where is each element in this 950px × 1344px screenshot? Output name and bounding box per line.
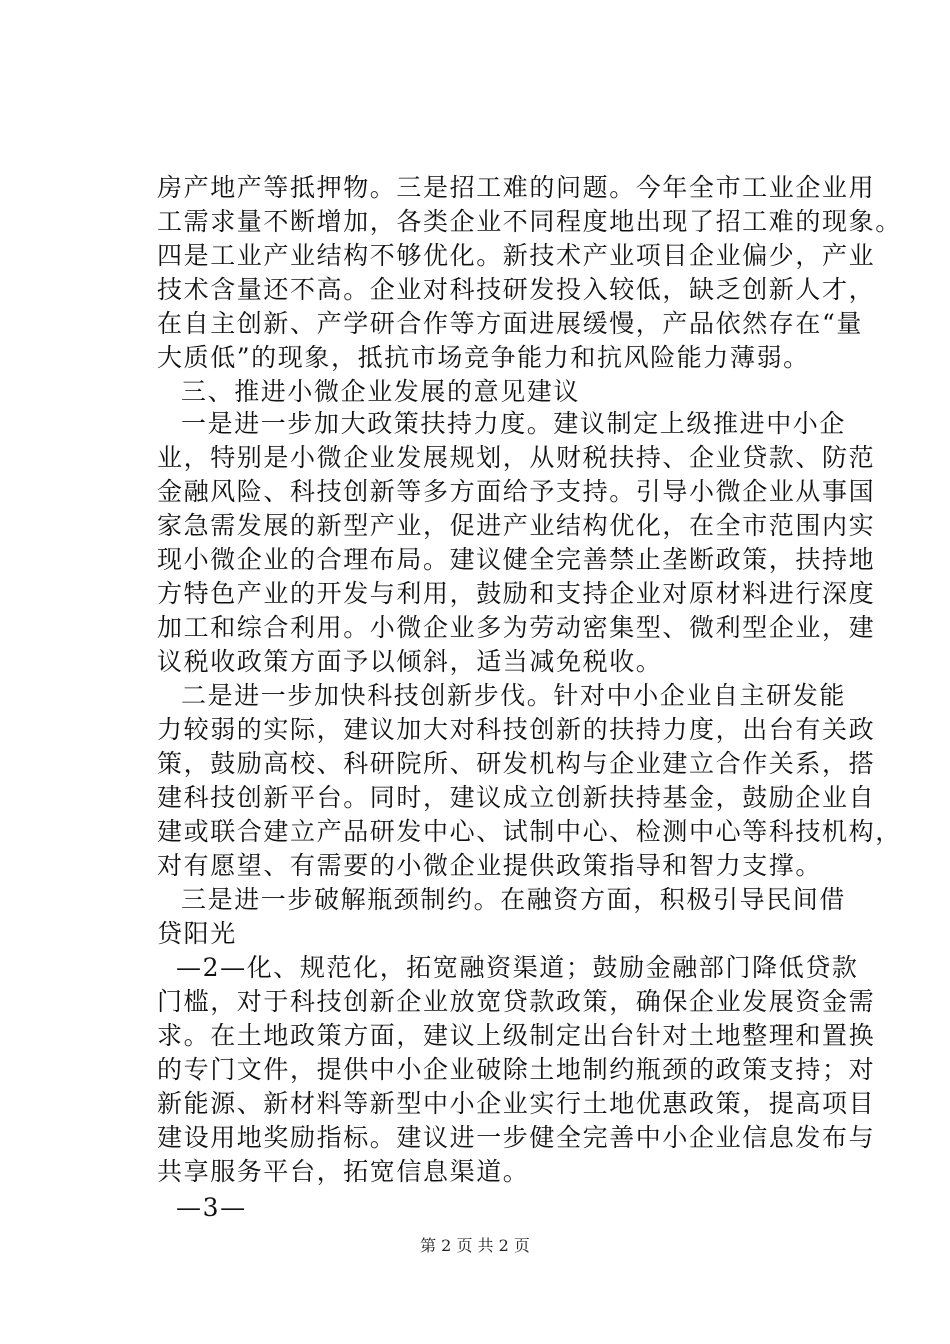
text-line: 力较弱的实际，建议加大对科技创新的扶持力度，出台有关政 xyxy=(157,715,876,744)
text-line: —2—化、规范化，拓宽融资渠道；鼓励金融部门降低贷款 xyxy=(176,953,859,982)
text-line: 四是工业产业结构不够优化。新技术产业项目企业偏少，产业 xyxy=(157,241,876,270)
text-line: 议税收政策方面予以倾斜，适当减免税收。 xyxy=(157,647,663,676)
text-line: 技术含量还不高。企业对科技研发投入较低，缺乏创新人才， xyxy=(157,275,876,304)
text-line: 的专门文件，提供中小企业破除土地制约瓶颈的政策支持；对 xyxy=(157,1055,876,1084)
text-line: 贷阳光 xyxy=(157,919,237,948)
text-line: 三、推进小微企业发展的意见建议 xyxy=(181,377,581,406)
text-line: 共享服务平台，拓宽信息渠道。 xyxy=(157,1157,530,1186)
text-line: 建设用地奖励指标。建议进一步健全完善中小企业信息发布与 xyxy=(157,1123,876,1152)
page-footer: 第 2 页 共 2 页 xyxy=(420,1236,530,1255)
text-line: 方特色产业的开发与利用，鼓励和支持企业对原材料进行深度 xyxy=(157,579,876,608)
text-line: 大质低”的现象，抵抗市场竞争能力和抗风险能力薄弱。 xyxy=(157,343,810,372)
text-line: 对有愿望、有需要的小微企业提供政策指导和智力支撑。 xyxy=(157,851,823,880)
text-line: 房产地产等抵押物。三是招工难的问题。今年全市工业企业用 xyxy=(157,173,876,202)
text-line: 加工和综合利用。小微企业多为劳动密集型、微利型企业，建 xyxy=(157,613,876,642)
text-line: 策，鼓励高校、科研院所、研发机构与企业建立合作关系，搭 xyxy=(157,749,876,778)
text-line: 工需求量不断增加，各类企业不同程度地出现了招工难的现象。 xyxy=(157,207,902,236)
text-line: 新能源、新材料等新型中小企业实行土地优惠政策，提高项目 xyxy=(157,1089,876,1118)
text-line: 二是进一步加快科技创新步伐。针对中小企业自主研发能 xyxy=(181,681,847,710)
text-line: 门槛，对于科技创新企业放宽贷款政策，确保企业发展资金需 xyxy=(157,987,876,1016)
text-line: 业，特别是小微企业发展规划，从财税扶持、企业贷款、防范 xyxy=(157,443,876,472)
text-line: —3— xyxy=(176,1193,247,1222)
text-line: 建科技创新平台。同时，建议成立创新扶持基金，鼓励企业自 xyxy=(157,783,876,812)
text-line: 现小微企业的合理布局。建议健全完善禁止垄断政策，扶持地 xyxy=(157,545,876,574)
text-line: 建或联合建立产品研发中心、试制中心、检测中心等科技机构， xyxy=(157,817,902,846)
text-line: 在自主创新、产学研合作等方面进展缓慢，产品依然存在“量 xyxy=(157,309,863,338)
text-line: 求。在土地政策方面，建议上级制定出台针对土地整理和置换 xyxy=(157,1021,876,1050)
text-line: 金融风险、科技创新等多方面给予支持。引导小微企业从事国 xyxy=(157,477,876,506)
text-line: 一是进一步加大政策扶持力度。建议制定上级推进中小企 xyxy=(181,409,847,438)
text-line: 家急需发展的新型产业，促进产业结构优化，在全市范围内实 xyxy=(157,511,876,540)
text-line: 三是进一步破解瓶颈制约。在融资方面，积极引导民间借 xyxy=(181,885,847,914)
